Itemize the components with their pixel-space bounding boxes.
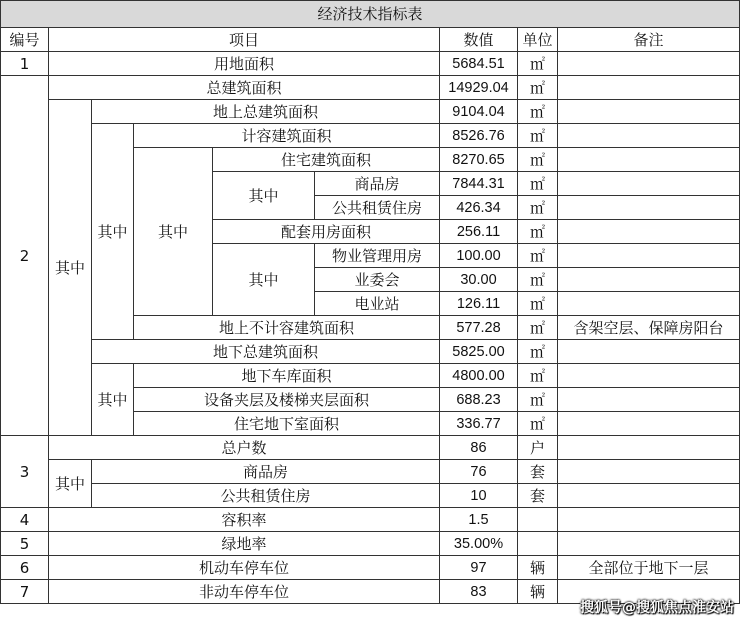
item-value: 8526.76	[440, 124, 518, 148]
item-value: 688.23	[440, 388, 518, 412]
item-label: 业委会	[315, 268, 440, 292]
item-unit: ㎡	[518, 220, 558, 244]
row-number: 7	[1, 580, 49, 604]
table-row	[1, 460, 740, 484]
item-note	[558, 292, 740, 316]
item-label: 配套用房面积	[213, 220, 440, 244]
table-row	[1, 100, 740, 124]
item-value: 30.00	[440, 268, 518, 292]
of-which-label: 其中	[49, 100, 92, 436]
item-value: 5684.51	[440, 52, 518, 76]
table-row	[1, 556, 740, 580]
item-note	[558, 244, 740, 268]
item-note	[558, 484, 740, 508]
item-label: 总户数	[49, 436, 440, 460]
item-label: 非动车停车位	[49, 580, 440, 604]
item-unit	[518, 532, 558, 556]
item-value: 1.5	[440, 508, 518, 532]
item-unit: ㎡	[518, 196, 558, 220]
item-note	[558, 172, 740, 196]
table-row	[1, 436, 740, 460]
table-row	[1, 340, 740, 364]
item-unit: 辆	[518, 556, 558, 580]
item-value: 83	[440, 580, 518, 604]
of-which-label: 其中	[92, 124, 134, 340]
item-unit: 户	[518, 436, 558, 460]
header-unit: 单位	[518, 28, 558, 52]
table-row	[1, 124, 740, 148]
item-unit: ㎡	[518, 292, 558, 316]
item-note	[558, 412, 740, 436]
item-value: 10	[440, 484, 518, 508]
item-label: 住宅地下室面积	[134, 412, 440, 436]
item-unit: ㎡	[518, 76, 558, 100]
of-which-label: 其中	[49, 460, 92, 508]
item-unit: ㎡	[518, 172, 558, 196]
item-unit: ㎡	[518, 100, 558, 124]
row-number: 4	[1, 508, 49, 532]
item-value: 426.34	[440, 196, 518, 220]
item-label: 地上不计容建筑面积	[134, 316, 440, 340]
item-note	[558, 268, 740, 292]
item-note	[558, 76, 740, 100]
item-label: 设备夹层及楼梯夹层面积	[134, 388, 440, 412]
item-label: 用地面积	[49, 52, 440, 76]
item-unit: ㎡	[518, 340, 558, 364]
header-no: 编号	[1, 28, 49, 52]
table-row	[1, 52, 740, 76]
item-value: 35.00%	[440, 532, 518, 556]
row-number: 2	[1, 76, 49, 436]
item-label: 住宅建筑面积	[213, 148, 440, 172]
item-unit: ㎡	[518, 244, 558, 268]
row-number: 5	[1, 532, 49, 556]
item-unit	[518, 508, 558, 532]
item-label: 机动车停车位	[49, 556, 440, 580]
item-label: 公共租赁住房	[315, 196, 440, 220]
item-label: 容积率	[49, 508, 440, 532]
row-number: 6	[1, 556, 49, 580]
table-title: 经济技术指标表	[1, 1, 740, 28]
item-value: 100.00	[440, 244, 518, 268]
item-note	[558, 364, 740, 388]
item-value: 256.11	[440, 220, 518, 244]
item-label: 绿地率	[49, 532, 440, 556]
item-unit: 套	[518, 460, 558, 484]
item-note	[558, 100, 740, 124]
header-note: 备注	[558, 28, 740, 52]
item-value: 76	[440, 460, 518, 484]
item-value: 126.11	[440, 292, 518, 316]
item-note	[558, 436, 740, 460]
watermark-text: 搜狐号@搜狐焦点淮安站	[580, 600, 734, 616]
item-value: 5825.00	[440, 340, 518, 364]
item-note	[558, 148, 740, 172]
item-label: 物业管理用房	[315, 244, 440, 268]
item-note	[558, 532, 740, 556]
item-label: 电业站	[315, 292, 440, 316]
header-value: 数值	[440, 28, 518, 52]
item-value: 8270.65	[440, 148, 518, 172]
of-which-label: 其中	[213, 244, 315, 316]
item-note	[558, 220, 740, 244]
item-unit: ㎡	[518, 268, 558, 292]
item-unit: ㎡	[518, 52, 558, 76]
table-row	[1, 76, 740, 100]
item-note: 全部位于地下一层	[558, 556, 740, 580]
row-number: 3	[1, 436, 49, 508]
item-note	[558, 460, 740, 484]
item-note	[558, 52, 740, 76]
item-note	[558, 508, 740, 532]
item-value: 4800.00	[440, 364, 518, 388]
item-note	[558, 196, 740, 220]
item-unit: 套	[518, 484, 558, 508]
row-number: 1	[1, 52, 49, 76]
item-value: 9104.04	[440, 100, 518, 124]
item-unit: ㎡	[518, 388, 558, 412]
item-unit: ㎡	[518, 364, 558, 388]
item-value: 14929.04	[440, 76, 518, 100]
item-label: 商品房	[315, 172, 440, 196]
item-label: 公共租赁住房	[92, 484, 440, 508]
item-value: 86	[440, 436, 518, 460]
item-value: 336.77	[440, 412, 518, 436]
item-unit: 辆	[518, 580, 558, 604]
table-row	[1, 364, 740, 388]
item-label: 计容建筑面积	[134, 124, 440, 148]
item-unit: ㎡	[518, 124, 558, 148]
item-label: 商品房	[92, 460, 440, 484]
item-note	[558, 124, 740, 148]
item-note	[558, 340, 740, 364]
table-row	[1, 484, 740, 508]
item-unit: ㎡	[518, 316, 558, 340]
table-row	[1, 508, 740, 532]
item-label: 地下总建筑面积	[92, 340, 440, 364]
of-which-label: 其中	[92, 364, 134, 436]
item-value: 577.28	[440, 316, 518, 340]
item-note: 含架空层、保障房阳台	[558, 316, 740, 340]
item-label: 地下车库面积	[134, 364, 440, 388]
item-note	[558, 388, 740, 412]
item-label: 地上总建筑面积	[92, 100, 440, 124]
table-row	[1, 532, 740, 556]
header-item: 项目	[49, 28, 440, 52]
item-value: 97	[440, 556, 518, 580]
item-value: 7844.31	[440, 172, 518, 196]
of-which-label: 其中	[213, 172, 315, 220]
of-which-label: 其中	[134, 148, 213, 316]
item-unit: ㎡	[518, 412, 558, 436]
item-unit: ㎡	[518, 148, 558, 172]
item-label: 总建筑面积	[49, 76, 440, 100]
